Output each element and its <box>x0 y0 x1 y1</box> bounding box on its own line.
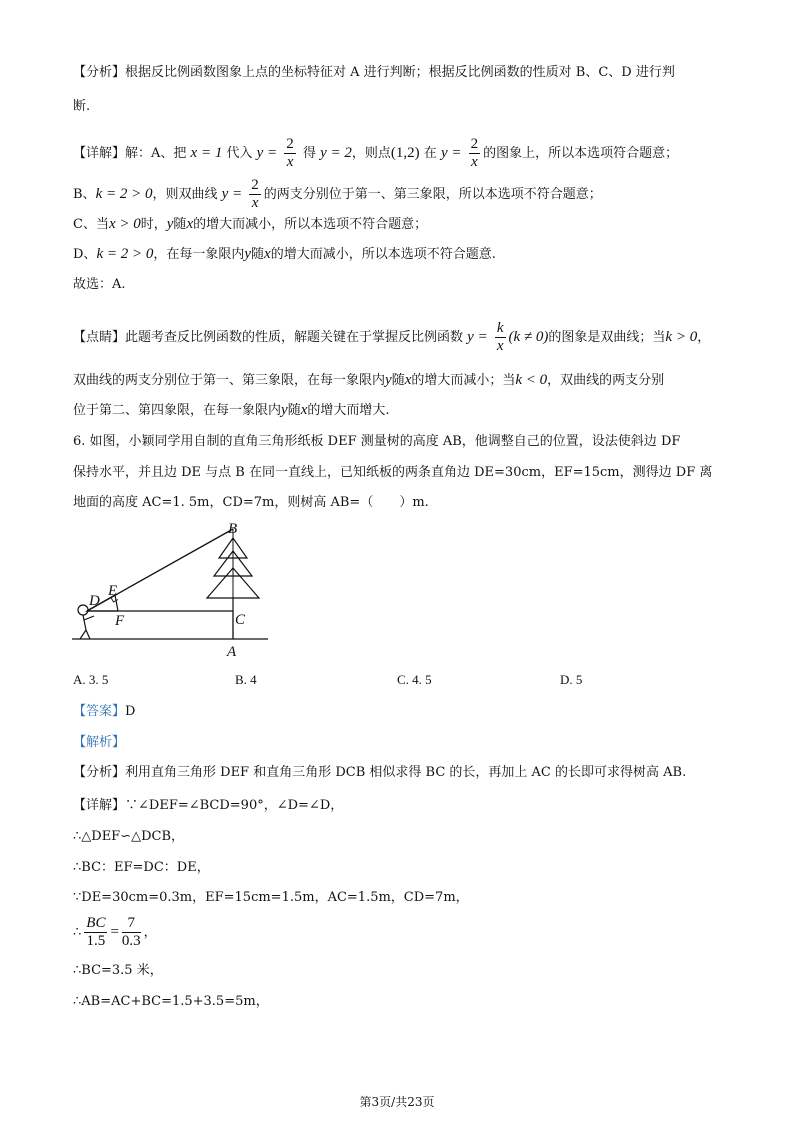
answer-tag: 【答案】 <box>73 704 126 719</box>
analysis-tag: 【分析】 <box>73 765 126 780</box>
q6-detail-step7: ∴AB=AC+BC=1.5+3.5=5m， <box>73 994 269 1009</box>
analysis-tag: 【分析】 <box>73 65 126 80</box>
text: ，在每一象限内 <box>153 247 245 262</box>
page-footer: 第3页/共23页 <box>359 1095 435 1109</box>
p5-detail-c <box>73 215 427 234</box>
analysis-text: 根据反比例函数图象上点的坐标特征对 A 进行判断；根据反比例函数的性质对 B、C、D 进行判 <box>125 65 675 80</box>
math-condition: (k ≠ 0) <box>508 329 549 345</box>
math-x-gt-0: x > 0 <box>108 216 141 232</box>
frac-den: x <box>286 154 294 170</box>
q6-line3: 地面的高度 AC=1. 5m，CD=7m，则树高 AB=（ ）m. <box>73 495 429 510</box>
fraction-k-over-x <box>495 320 506 355</box>
tree-measurement-figure <box>70 518 280 660</box>
text: 随 <box>251 247 265 262</box>
text: ，则点 <box>351 146 391 161</box>
label-d: D <box>89 593 100 609</box>
math-x: x <box>300 402 308 418</box>
label-c: C <box>235 612 246 628</box>
person-leg-left <box>80 630 86 639</box>
math-k-gt-0: k > 0 <box>665 329 698 345</box>
q6-detail-step4: ∵DE=30cm=0.3m，EF=15cm=1.5m，AC=1.5m，CD=7m， <box>73 890 469 905</box>
detail-tag: 【详解】 <box>73 798 126 813</box>
therefore-sign: ∴ <box>73 925 82 940</box>
answer-value: D <box>125 704 136 719</box>
text: 的增大而增大. <box>307 403 390 418</box>
q6-detail-step2: ∴△DEF∽△DCB， <box>73 829 185 844</box>
math-y-eq: y = <box>440 145 462 161</box>
frac-den: x <box>496 338 504 354</box>
math-y-eq: y = <box>467 329 488 345</box>
frac-num: 2 <box>470 136 479 152</box>
math-x: x <box>186 216 194 232</box>
text: 的图象是双曲线；当 <box>548 330 666 345</box>
q6-answer <box>73 703 135 721</box>
option-c: C. 4. 5 <box>397 672 432 687</box>
detail-tag: 【详解】 <box>73 146 126 161</box>
math-k: k = 2 > 0 <box>95 186 153 202</box>
p5-comment-line3 <box>73 401 390 420</box>
text: 解：A、把 <box>125 146 187 161</box>
person-body <box>83 615 86 630</box>
text: ，则双曲线 <box>152 187 218 202</box>
p5-detail-a <box>73 136 678 171</box>
math-point: (1,2) <box>390 145 420 161</box>
math-x-eq-1: x = 1 <box>190 145 223 161</box>
q6-detail-step1 <box>73 797 343 815</box>
text: 在 <box>423 146 437 161</box>
text: 的两支分别位于第一、第三象限，所以本选项不符合题意； <box>263 187 602 202</box>
q6-detail-step5 <box>73 915 157 950</box>
q6-line2: 保持水平，并且边 DE 与点 B 在同一直线上，已知纸板的两条直角边 DE=30cm，EF=15cm，测得边 DF 离 <box>73 465 713 480</box>
p5-comment-line2 <box>73 371 664 390</box>
text: 双曲线的两支分别位于第一、第三象限，在每一象限内 <box>73 373 386 388</box>
text: 的增大而减小，所以本选项不符合题意； <box>193 217 428 232</box>
option-d: D. 5 <box>560 672 583 687</box>
math-y-eq: y = <box>221 186 243 202</box>
text: D、 <box>73 247 97 262</box>
text: ， <box>143 925 157 940</box>
frac-den: 1.5 <box>86 933 106 949</box>
text: 的增大而减小；当 <box>411 373 516 388</box>
q6-detail-step3: ∴BC：EF=DC：DE， <box>73 860 210 875</box>
math-y-eq: y = <box>256 145 278 161</box>
person-arm <box>84 616 94 620</box>
frac-num: 2 <box>251 177 259 193</box>
text: 位于第二、第四象限，在每一象限内 <box>73 403 282 418</box>
text: ， <box>697 330 711 345</box>
text: 的增大而减小，所以本选项不符合题意. <box>270 247 496 262</box>
text: 的图象上，所以本选项符合题意； <box>483 146 679 161</box>
fraction-2-over-x <box>469 136 481 171</box>
label-a: A <box>227 644 237 660</box>
p5-detail-b <box>73 177 602 212</box>
text: C、当 <box>73 217 109 232</box>
text: 代入 <box>226 146 253 161</box>
option-b: B. 4 <box>235 672 257 687</box>
label-b: B <box>228 521 238 537</box>
math-y: y <box>166 216 174 232</box>
q6-line1: 6. 如图，小颖同学用自制的直角三角形纸板 DEF 测量树的高度 AB，他调整自己的位置，设法使斜边 DF <box>73 434 681 449</box>
fraction-2-over-x <box>284 136 296 171</box>
q6-detail-step6: ∴BC=3.5 米， <box>73 963 163 978</box>
text: B、 <box>73 187 96 202</box>
q6-analysis <box>73 764 686 782</box>
fraction-bc-over-1-5 <box>84 915 107 950</box>
person-leg-right <box>86 630 90 639</box>
text: 随 <box>173 217 187 232</box>
p5-comment-line1 <box>73 320 710 355</box>
equals-sign: = <box>110 924 119 940</box>
frac-den: 0.3 <box>121 933 141 949</box>
math-k: k = 2 > 0 <box>96 246 154 262</box>
p5-detail-d <box>73 245 496 264</box>
text: 得 <box>302 146 316 161</box>
step-text: ∵∠DEF=∠BCD=90°，∠D=∠D， <box>125 798 344 813</box>
p5-answer: 故选：A. <box>73 277 126 292</box>
q6-explain-tag: 【解析】 <box>73 735 126 750</box>
math-x: x <box>264 246 271 262</box>
frac-den: x <box>251 195 259 211</box>
math-y: y <box>244 246 252 262</box>
math-k-lt-0: k < 0 <box>515 372 548 388</box>
label-e: E <box>108 583 118 599</box>
label-f: F <box>115 613 125 629</box>
text: 时， <box>140 217 167 232</box>
math-y: y <box>385 372 392 388</box>
text: 此题考查反比例函数的性质，解题关键在于掌握反比例函数 <box>125 330 464 345</box>
frac-num: 2 <box>286 136 294 152</box>
comment-tag: 【点睛】 <box>73 330 126 345</box>
math-y: y <box>281 402 288 418</box>
text: 随 <box>287 403 301 418</box>
frac-den: x <box>471 154 478 170</box>
fraction-7-over-0-3 <box>122 915 141 950</box>
math-y-eq-2: y = 2 <box>320 145 352 161</box>
frac-num: k <box>496 320 504 336</box>
analysis-text: 利用直角三角形 DEF 和直角三角形 DCB 相似求得 BC 的长，再加上 AC 的长即可求得树高 AB. <box>125 765 687 780</box>
fraction-2-over-x <box>249 177 261 212</box>
option-a: A. 3. 5 <box>73 672 109 687</box>
frac-num: 7 <box>122 915 141 933</box>
text: 随 <box>391 373 405 388</box>
text: ，双曲线的两支分别 <box>547 373 665 388</box>
p5-analysis-line1 <box>73 64 675 82</box>
p5-analysis-line2: 断. <box>73 99 91 114</box>
frac-num: BC <box>86 915 106 931</box>
math-x: x <box>404 372 412 388</box>
person-head <box>78 605 88 615</box>
